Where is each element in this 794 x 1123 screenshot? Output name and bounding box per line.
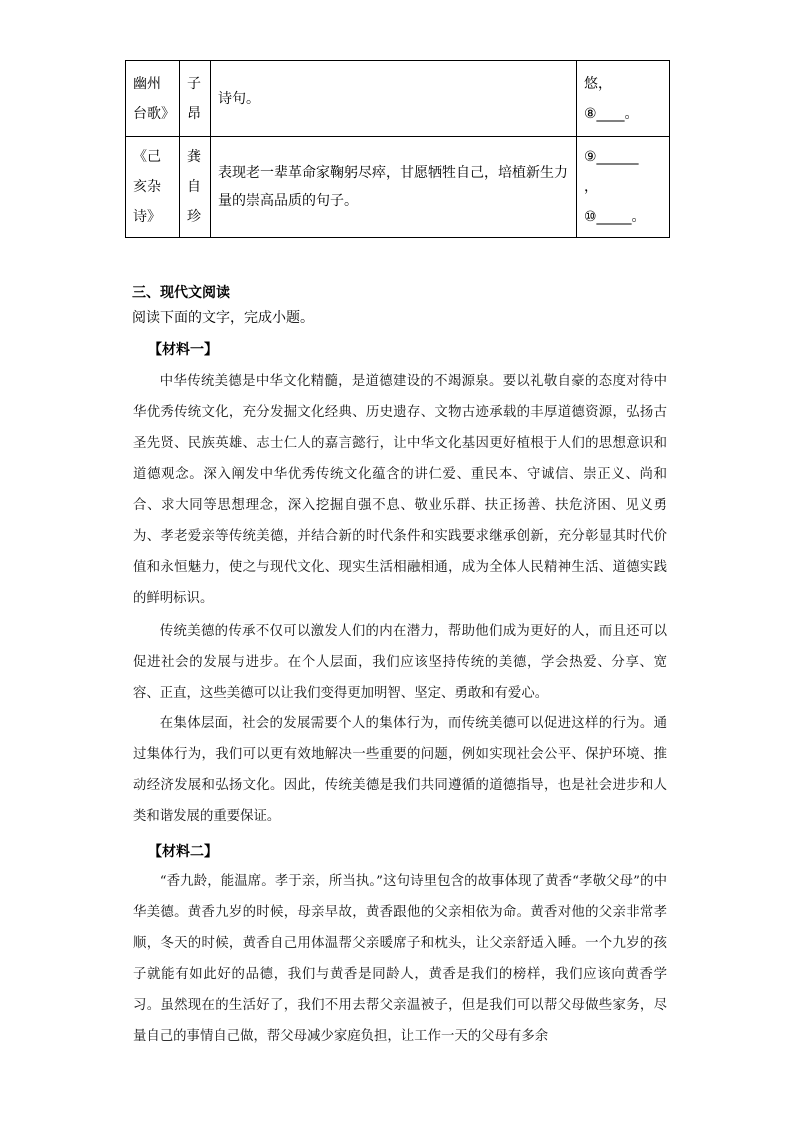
poem-title-line: 《己 [133, 149, 161, 165]
poem-author-line: 子 [187, 75, 201, 92]
answer-blank-9: ⑨______ [584, 149, 639, 165]
table-row [126, 137, 670, 238]
answer-line: 悠， [584, 75, 612, 92]
poem-author-line: 自 [187, 179, 201, 195]
poem-author-line: 昂 [187, 105, 201, 122]
answer-cell [577, 137, 670, 238]
poem-title-line: 台歌》 [133, 105, 175, 122]
table-row [126, 61, 670, 137]
poem-description-cell [211, 61, 577, 137]
poem-author-cell [180, 61, 211, 137]
section-instruction: 阅读下面的文字，完成小题。 [132, 310, 314, 326]
answer-blank-10: ⑩_____。 [584, 209, 646, 225]
material-one-paragraph: 中华传统美德是中华文化精髓，是道德建设的不竭源泉。要以礼敬自豪的态度对待中华优秀传统文化，充分发掘文化经典、历史遗存、文物古迹承载的丰厚道德资源，弘扬古圣先贤、民族英雄、志士仁人的嘉言懿行，让中华文化基因更好植根于人们的思想意识和道德观念。深入阐发中华优秀传统文化蕴含的讲仁爱、重民本、守诚信、崇正义、尚和合、求大同等思想理念，深入挖掘自强不息、敬业乐群、扶正扬善、扶危济困、见义勇为、孝老爱亲等传统美德，并结合新的时代条件和实践要求继承创新，充分彰显其时代价值和永恒魅力，使之与现代文化、现实生活相融相通，成为全体人民精神生活、道德实践的鲜明标识。 [133, 374, 667, 606]
poem-title-line: 亥杂 [133, 179, 161, 195]
poem-title-cell [126, 137, 180, 238]
poem-author-cell [180, 137, 211, 238]
material-one-label: 【材料一】 [148, 342, 218, 358]
poem-author-line: 龚 [187, 149, 201, 165]
poem-title-line: 诗》 [133, 209, 161, 225]
poem-title-cell [126, 61, 180, 137]
poem-author-line: 珍 [187, 209, 201, 225]
material-two-paragraph: “香九龄，能温席。孝于亲，所当执。”这句诗里包含的故事体现了黄香“孝敬父母”的中华美德。黄香九岁的时候，母亲早故，黄香跟他的父亲相依为命。黄香对他的父亲非常孝顺，冬天的时候，黄香自己用体温帮父亲暖席子和枕头，让父亲舒适入睡。一个九岁的孩子就能有如此好的品德，我们与黄香是同龄人，黄香是我们的榜样，我们应该向黄香学习。虽然现在的生活好了，我们不用去帮父亲温被子，但是我们可以帮父母做些家务，尽量自己的事情自己做，帮父母减少家庭负担，让工作一天的父母有多余 [133, 874, 667, 1044]
poem-description: 诗句。 [218, 90, 260, 107]
poetry-table [125, 60, 670, 238]
section-title: 三、现代文阅读 [132, 285, 230, 301]
poem-description-cell [211, 137, 577, 238]
answer-blank-8: ⑧____。 [584, 105, 639, 122]
material-one-paragraph: 在集体层面，社会的发展需要个人的集体行为，而传统美德可以促进这样的行为。通过集体行为，我们可以更有效地解决一些重要的问题，例如实现社会公平、保护环境、推动经济发展和弘扬文化。因此，传统美德是我们共同遵循的道德指导，也是社会进步和人类和谐发展的重要保证。 [133, 716, 667, 824]
answer-line: ， [584, 179, 598, 195]
poem-title-line: 幽州 [133, 75, 161, 92]
material-one-paragraph: 传统美德的传承不仅可以激发人们的内在潜力，帮助他们成为更好的人，而且还可以促进社会的发展与进步。在个人层面，我们应该坚持传统的美德，学会热爱、分享、宽容、正直，这些美德可以让我们变得更加明智、坚定、勇敢和有爱心。 [133, 624, 667, 701]
material-two-label: 【材料二】 [148, 844, 218, 860]
answer-cell [577, 61, 670, 137]
poem-description: 表现老一辈革命家鞠躬尽瘁，甘愿牺牲自己，培植新生力量的崇高品质的句子。 [218, 165, 568, 209]
